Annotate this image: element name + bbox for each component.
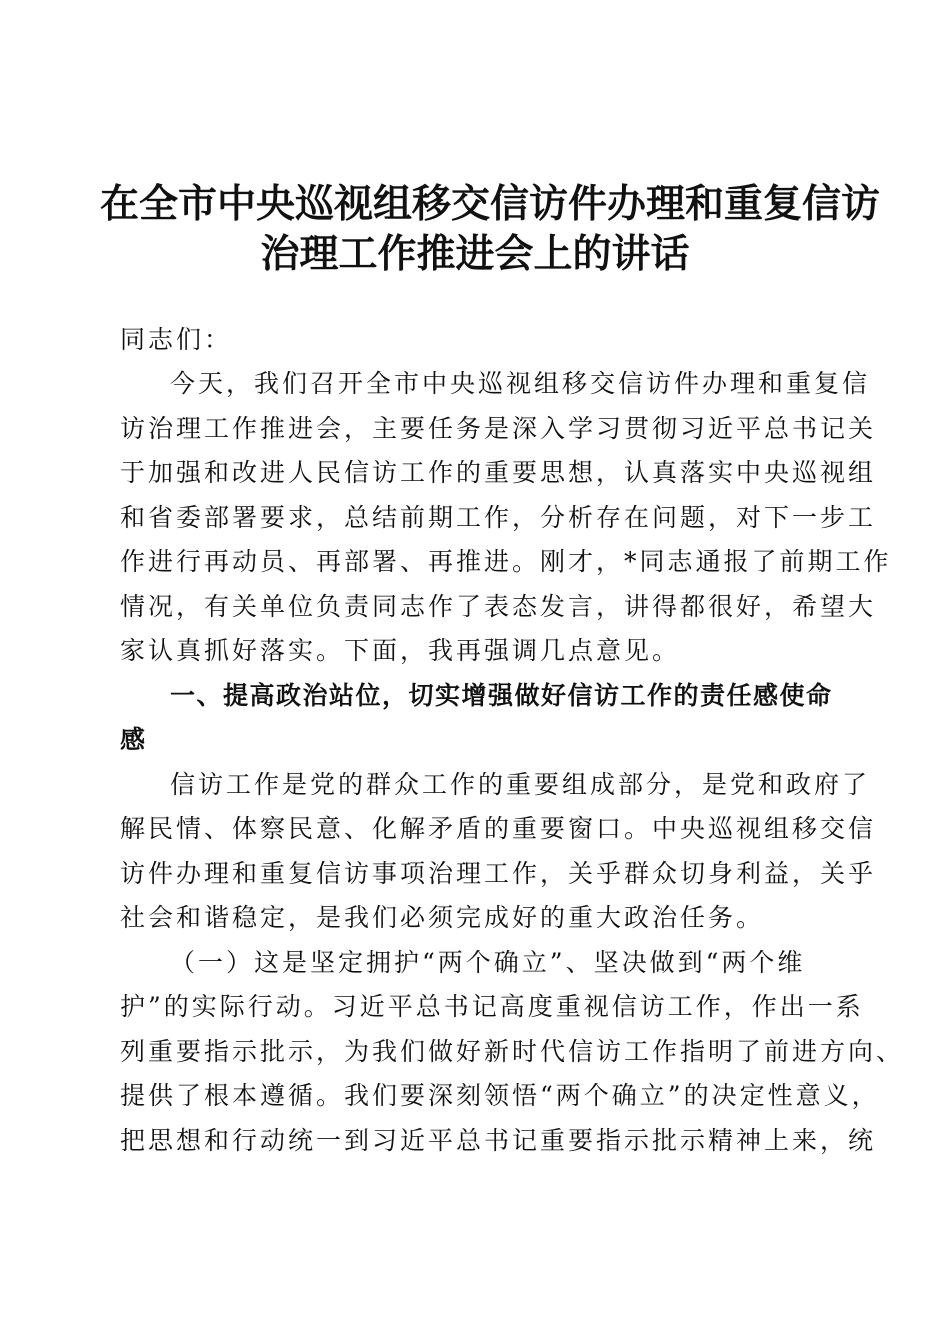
paragraph1-line-4: 和省委部署要求，总结前期工作，分析存在问题，对下一步工 [120, 503, 877, 532]
title-line-2: 治理工作推进会上的讲话 [260, 231, 690, 277]
paragraph3-line-1: （一）这是坚定拥护“两个确立”、坚决做到“两个维 [170, 948, 806, 977]
paragraph1-line-7: 家认真抓好落实。下面，我再强调几点意见。 [120, 636, 681, 665]
paragraph2-line-3: 访件办理和重复信访事项治理工作，关乎群众切身利益，关乎 [120, 859, 877, 888]
paragraph3-line-3: 列重要指示批示，为我们做好新时代信访工作指明了前进方向、 [120, 1037, 905, 1066]
heading1-line-1: 一、提高政治站位，切实增强做好信访工作的责任感使命 [170, 681, 833, 710]
paragraph3-line-4: 提供了根本遵循。我们要深刻领悟“两个确立”的决定性意义， [120, 1081, 880, 1110]
paragraph3-line-5: 把思想和行动统一到习近平总书记重要指示批示精神上来，统 [120, 1126, 877, 1155]
heading1-line-2: 感 [120, 725, 147, 754]
title-line-1: 在全市中央巡视组移交信访件办理和重复信访 [100, 181, 881, 227]
salutation: 同志们： [120, 325, 233, 354]
paragraph2-line-1: 信访工作是党的群众工作的重要组成部分，是党和政府了 [170, 770, 871, 799]
paragraph2-line-2: 解民情、体察民意、化解矛盾的重要窗口。中央巡视组移交信 [120, 814, 877, 843]
paragraph1-line-5: 作进行再动员、再部署、再推进。刚才，*同志通报了前期工作 [120, 547, 892, 576]
paragraph1-line-6: 情况，有关单位负责同志作了表态发言，讲得都很好，希望大 [120, 592, 877, 621]
paragraph1-line-3: 于加强和改进人民信访工作的重要思想，认真落实中央巡视组 [120, 458, 877, 487]
paragraph3-line-2: 护”的实际行动。习近平总书记高度重视信访工作，作出一系 [120, 992, 864, 1021]
paragraph1-line-2: 访治理工作推进会，主要任务是深入学习贯彻习近平总书记关 [120, 414, 877, 443]
paragraph2-line-4: 社会和谐稳定，是我们必须完成好的重大政治任务。 [120, 903, 765, 932]
paragraph1-line-1: 今天，我们召开全市中央巡视组移交信访件办理和重复信 [170, 369, 871, 398]
